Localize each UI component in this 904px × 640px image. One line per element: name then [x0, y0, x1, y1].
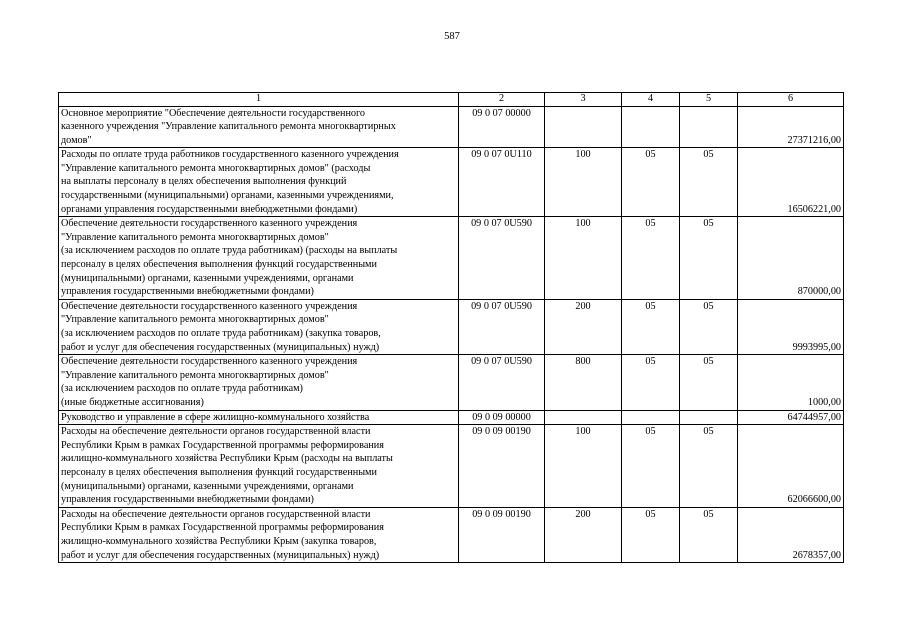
expense-type-cell	[545, 106, 622, 148]
table-body	[59, 93, 844, 563]
row-name-line: жилищно-коммунального хозяйства Республики Крым (расходы на выплаты	[61, 453, 393, 465]
row-name-line: Обеспечение деятельности государственного казенного учреждения	[61, 300, 358, 312]
table-row	[59, 425, 844, 508]
amount-cell: 27371216,00	[738, 106, 844, 148]
amount-cell: 64744957,00	[738, 410, 844, 425]
expense-type-cell: 200	[545, 299, 622, 354]
row-name-line: "Управление капитального ремонта многоквартирных домов"	[61, 314, 329, 326]
row-name-line: персоналу в целях обеспечения выполнения функций государственными	[61, 259, 377, 271]
row-name-line: "Управление капитального ремонта многоквартирных домов"	[61, 231, 329, 243]
table-row	[59, 507, 844, 562]
row-name-cell	[59, 355, 459, 410]
header-cell-5: 5	[680, 93, 738, 107]
header-cell-2: 2	[459, 93, 545, 107]
row-name-cell	[59, 299, 459, 354]
row-name-line: "Управление капитального ремонта многоквартирных домов" (расходы	[61, 162, 371, 174]
subsection-cell: 05	[680, 355, 738, 410]
code-cell: 09 0 07 0U110	[459, 148, 545, 217]
row-name-line: Руководство и управление в сфере жилищно-коммунального хозяйства	[61, 411, 370, 423]
row-name-line: (иные бюджетные ассигнования)	[61, 396, 204, 408]
table-row	[59, 217, 844, 300]
section-cell: 05	[622, 148, 680, 217]
code-cell: 09 0 09 00000	[459, 410, 545, 425]
row-name-line: Расходы по оплате труда работников государственного казенного учреждения	[61, 149, 399, 161]
budget-table	[58, 92, 844, 563]
row-name-line: Расходы на обеспечение деятельности органов государственной власти	[61, 426, 371, 438]
section-cell: 05	[622, 425, 680, 508]
row-name-line: (муниципальными) органами, казенными учреждениями, органами	[61, 272, 354, 284]
header-row	[59, 93, 844, 107]
code-cell: 09 0 09 00190	[459, 425, 545, 508]
row-name-line: (за исключением расходов по оплате труда работникам) (закупка товаров,	[61, 328, 381, 339]
expense-type-cell	[545, 410, 622, 425]
row-name-line: работ и услуг для обеспечения государственных (муниципальных) нужд)	[61, 341, 380, 353]
row-name-line: домов"	[61, 134, 92, 146]
row-name-cell	[59, 148, 459, 217]
table-row	[59, 106, 844, 148]
row-name-line: Обеспечение деятельности государственного казенного учреждения	[61, 218, 358, 230]
expense-type-cell: 100	[545, 425, 622, 508]
row-name-line: казенного учреждения "Управление капитального ремонта многоквартирных	[61, 121, 396, 133]
expense-type-cell: 800	[545, 355, 622, 410]
section-cell: 05	[622, 299, 680, 354]
code-cell: 09 0 07 00000	[459, 106, 545, 148]
amount-cell: 62066600,00	[738, 425, 844, 508]
expense-type-cell: 100	[545, 148, 622, 217]
subsection-cell: 05	[680, 299, 738, 354]
row-name-line: (за исключением расходов по оплате труда работникам) (расходы на выплаты	[61, 245, 398, 257]
row-name-cell	[59, 410, 459, 425]
table-row	[59, 299, 844, 354]
row-name-line: Основное мероприятие "Обеспечение деятельности государственного	[61, 107, 366, 119]
amount-cell: 16506221,00	[738, 148, 844, 217]
header-cell-6: 6	[738, 93, 844, 107]
subsection-cell	[680, 410, 738, 425]
row-name-line: "Управление капитального ремонта многоквартирных домов"	[61, 369, 329, 381]
section-cell	[622, 410, 680, 425]
code-cell: 09 0 09 00190	[459, 507, 545, 562]
code-cell: 09 0 07 0U590	[459, 355, 545, 410]
amount-cell: 1000,00	[738, 355, 844, 410]
code-cell: 09 0 07 0U590	[459, 299, 545, 354]
table-row	[59, 148, 844, 217]
row-name-line: Республики Крым в рамках Государственной программы реформирования	[61, 439, 384, 451]
amount-cell: 2678357,00	[738, 507, 844, 562]
row-name-cell	[59, 106, 459, 148]
subsection-cell: 05	[680, 507, 738, 562]
amount-cell: 9993995,00	[738, 299, 844, 354]
subsection-cell: 05	[680, 425, 738, 508]
row-name-line: Республики Крым в рамках Государственной программы реформирования	[61, 522, 384, 534]
row-name-line: работ и услуг для обеспечения государственных (муниципальных) нужд)	[61, 549, 380, 561]
row-name-line: государственными (муниципальными) органами, казенными учреждениями,	[61, 190, 394, 202]
row-name-line: жилищно-коммунального хозяйства Республики Крым (закупка товаров,	[61, 535, 377, 547]
row-name-line: управления государственными внебюджетными фондами)	[61, 494, 314, 506]
amount-cell: 870000,00	[738, 217, 844, 300]
row-name-cell	[59, 217, 459, 300]
expense-type-cell: 200	[545, 507, 622, 562]
subsection-cell	[680, 106, 738, 148]
section-cell	[622, 106, 680, 148]
row-name-line: органами управления государственными внебюджетными фондами)	[61, 203, 358, 215]
row-name-line: Обеспечение деятельности государственного казенного учреждения	[61, 356, 358, 368]
header-cell-4: 4	[622, 93, 680, 107]
row-name-line: (за исключением расходов по оплате труда работникам)	[61, 383, 303, 395]
header-cell-3: 3	[545, 93, 622, 107]
page-number: 587	[444, 31, 460, 42]
row-name-line: (муниципальными) органами, казенными учреждениями, органами	[61, 480, 354, 492]
section-cell: 05	[622, 217, 680, 300]
row-name-cell	[59, 507, 459, 562]
row-name-line: на выплаты персоналу в целях обеспечения выполнения функций	[61, 176, 347, 188]
header-cell-1: 1	[59, 93, 459, 107]
row-name-line: Расходы на обеспечение деятельности органов государственной власти	[61, 508, 371, 520]
subsection-cell: 05	[680, 148, 738, 217]
table-row	[59, 410, 844, 425]
expense-type-cell: 100	[545, 217, 622, 300]
row-name-cell	[59, 425, 459, 508]
section-cell: 05	[622, 507, 680, 562]
row-name-line: управления государственными внебюджетными фондами)	[61, 286, 314, 298]
table-row	[59, 355, 844, 410]
code-cell: 09 0 07 0U590	[459, 217, 545, 300]
subsection-cell: 05	[680, 217, 738, 300]
row-name-line: персоналу в целях обеспечения выполнения функций государственными	[61, 466, 377, 478]
section-cell: 05	[622, 355, 680, 410]
